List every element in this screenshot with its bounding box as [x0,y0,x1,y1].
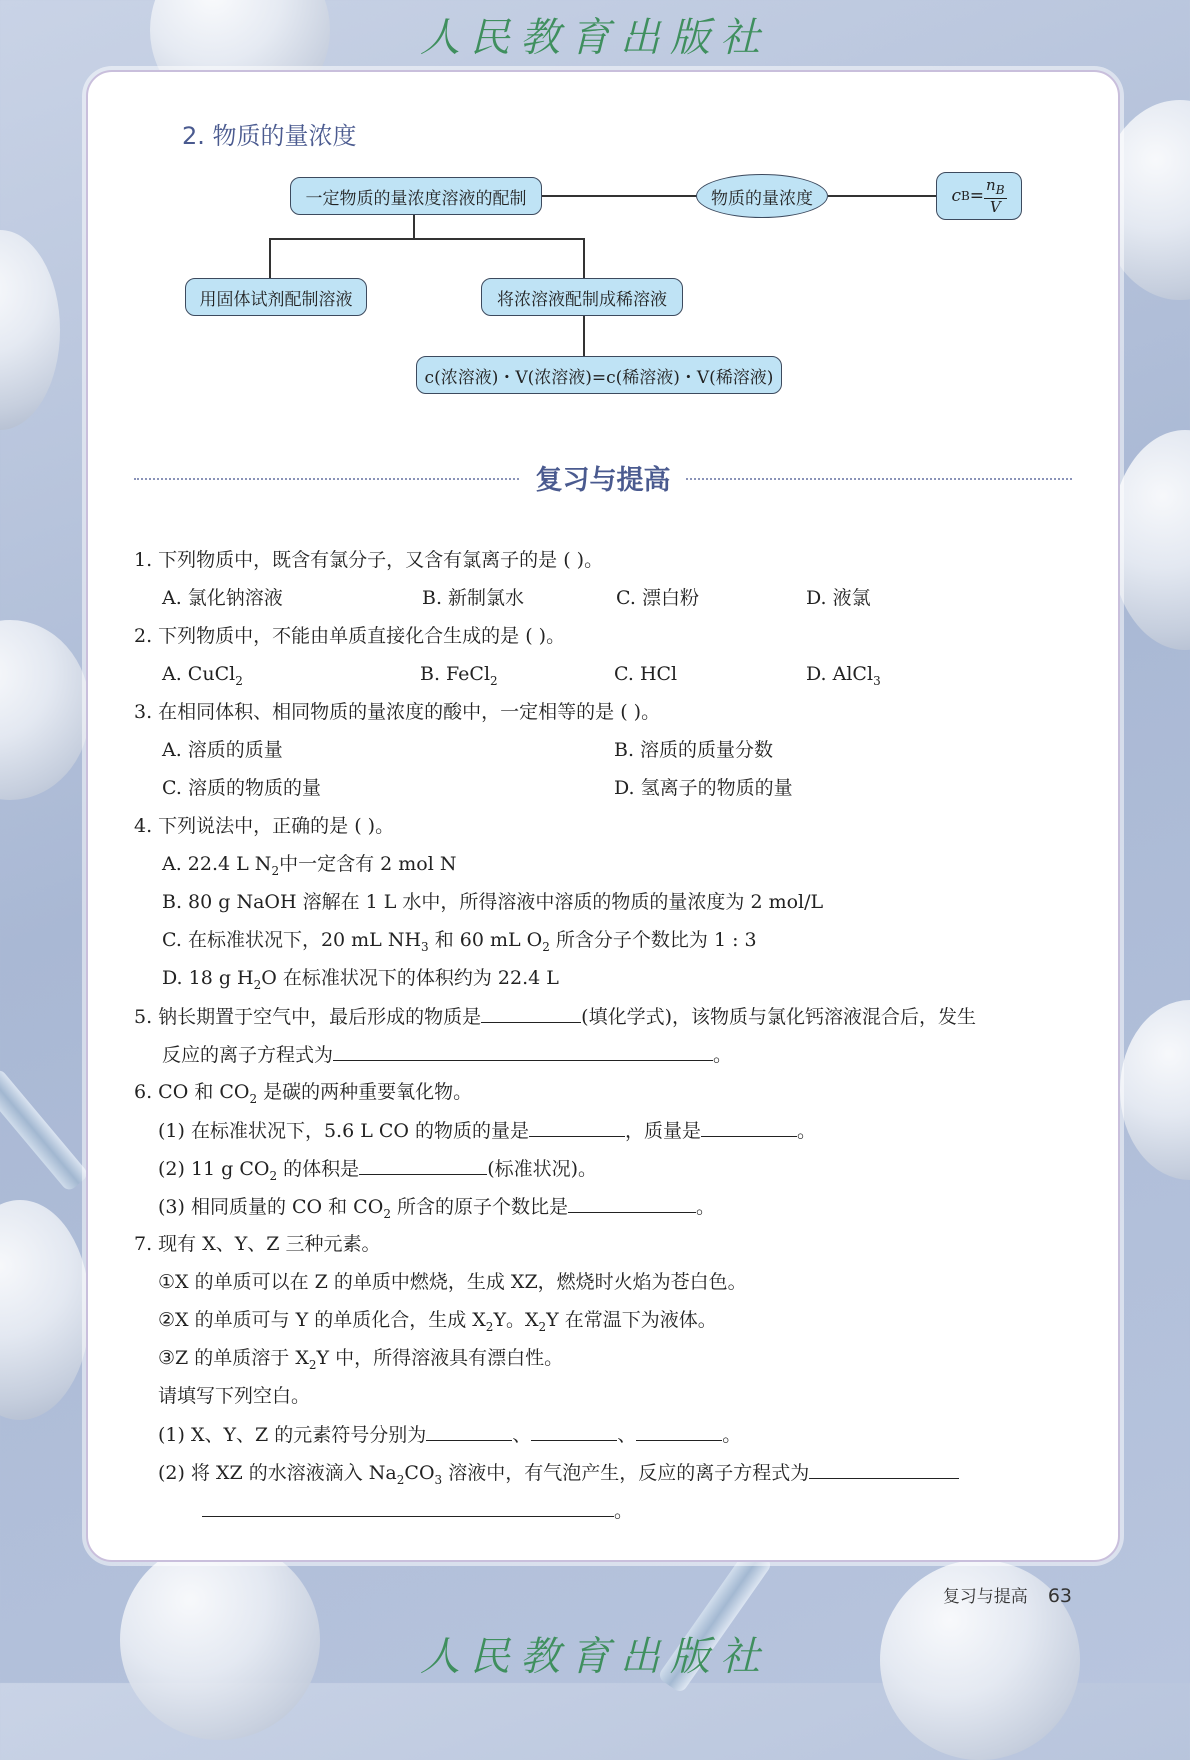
q2-option-a: A. CuCl$_2$ [162,663,243,688]
footer-label: 复习与提高 [942,1587,1028,1607]
map-connector [828,195,936,197]
answer-blank[interactable] [202,1498,614,1517]
publisher-logo-top: 人民教育出版社 [420,15,770,61]
answer-blank[interactable] [529,1118,625,1137]
q4-option-d: D. 18 g $H_2O$ 在标准状况下的体积约为 22.4 L [162,967,559,992]
q3-stem: 3. 在相同体积、相同物质的量浓度的酸中，一定相等的是 ( )。 [134,701,661,723]
node-dilution: 将浓溶液配制成稀溶液 [481,278,683,316]
review-title: 复习与提高 [535,465,671,496]
answer-blank[interactable] [568,1194,696,1213]
formula-fraction [984,177,1007,215]
dotted-rule-right [686,478,1072,480]
q4-option-b: B. 80 g NaOH 溶解在 1 L 水中，所得溶液中溶质的物质的量浓度为 2 mol/L [162,891,824,913]
node-preparation: 一定物质的量浓度溶液的配制 [290,177,542,215]
q6-sub3: (3) 相同质量的 CO 和 $CO_2$ 所含的原子个数比是 。 [158,1196,716,1221]
map-connector [269,238,584,240]
answer-blank[interactable] [333,1042,713,1061]
map-connector [542,195,697,197]
formula-equals: = [969,186,985,206]
publisher-logo-bottom: 人民教育出版社 [420,1634,770,1680]
answer-blank[interactable] [481,1004,581,1023]
q7-sub2: (2) 将 XZ 的水溶液滴入 $Na_2CO_3$ 溶液中，有气泡产生，反应的离子方程式为 [158,1460,959,1492]
q2-option-c: C. HCl [614,663,678,685]
q7-clue1: ①X 的单质可以在 Z 的单质中燃烧，生成 XZ，燃烧时火焰为苍白色。 [158,1271,747,1293]
q4-option-a: A. 22.4 L $N_2$中一定含有 2 mol N [162,853,457,878]
map-connector [269,238,271,278]
q6-stem: 6. CO 和 $CO_2$ 是碳的两种重要氧化物。 [134,1081,473,1106]
q1-option-b: B. 新制氯水 [422,587,525,609]
page-footer [943,1582,1072,1607]
q2-option-b: B. FeCl$_2$ [420,663,498,688]
q3-option-a: A. 溶质的质量 [162,739,283,761]
formula-sub: B [960,189,970,203]
answer-blank[interactable] [426,1422,512,1441]
q5-line2: 反应的离子方程式为 。 [162,1044,733,1066]
page-number: 63 [1047,1585,1072,1607]
decor-sphere [1120,1000,1190,1180]
q1-option-d: D. 液氯 [806,587,871,609]
q7-clue3: ③Z 的单质溶于 $X_2Y$ 中，所得溶液具有漂白性。 [158,1347,564,1372]
q2-option-d: D. AlCl$_3$ [806,663,881,688]
decor-sphere [0,230,60,430]
review-heading [134,458,1072,498]
q3-option-c: C. 溶质的物质的量 [162,777,321,799]
q3-option-b: B. 溶质的质量分数 [614,739,774,761]
q4-option-c: C. 在标准状况下，20 mL $NH_3$ 和 60 mL $O_2$ 所含分子个数比为 1 : 3 [162,929,757,954]
decor-sphere [1110,430,1190,650]
q7-instruction: 请填写下列空白。 [158,1385,311,1407]
map-connector [583,316,585,356]
q2-stem: 2. 下列物质中，不能由单质直接化合生成的是 ( )。 [134,625,566,647]
answer-blank[interactable] [636,1422,722,1441]
formula-v: V [989,198,1001,216]
map-connector [583,238,585,278]
q1-stem: 1. 下列物质中，既含有氯分子，又含有氯离子的是 ( )。 [134,549,604,571]
decor-sphere [0,1200,90,1420]
q1-option-a: A. 氯化钠溶液 [162,587,283,609]
node-dilution-equation: c(浓溶液)・V(浓溶液)=c(稀溶液)・V(稀溶液) [416,356,782,394]
q3-option-d: D. 氢离子的物质的量 [614,777,793,799]
q7-clue2: ②X 的单质可与 Y 的单质化合，生成 $X_2Y$。$X_2Y$ 在常温下为液体。 [158,1309,717,1334]
answer-blank[interactable] [359,1156,487,1175]
decor-rod [0,1067,90,1192]
formula-n: n [986,176,996,194]
answer-blank[interactable] [701,1118,797,1137]
q4-stem: 4. 下列说法中，正确的是 ( )。 [134,815,395,837]
node-solid-reagent: 用固体试剂配制溶液 [185,278,367,316]
map-connector [413,214,415,238]
q1-option-c: C. 漂白粉 [616,587,699,609]
node-molar-concentration: 物质的量浓度 [696,174,828,218]
node-formula [936,172,1022,220]
q7-stem: 7. 现有 X、Y、Z 三种元素。 [134,1233,381,1255]
formula-n-sub: B [995,183,1005,197]
answer-blank[interactable] [531,1422,617,1441]
q5-line1: 5. 钠长期置于空气中，最后形成的物质是 (填化学式)，该物质与氯化钙溶液混合后，发生 [134,1006,976,1028]
answer-blank[interactable] [809,1460,959,1479]
decor-sphere [0,620,90,800]
section-title: 2. 物质的量浓度 [182,122,357,150]
q7-sub1: (1) X、Y、Z 的元素符号分别为 、 、 。 [158,1424,742,1446]
q6-sub2: (2) 11 g $CO_2$ 的体积是 (标准状况)。 [158,1158,598,1183]
formula-c: c [951,186,961,206]
q7-sub2-cont: 。 [202,1498,633,1523]
q6-sub1: (1) 在标准状况下，5.6 L CO 的物质的量是 ，质量是 。 [158,1120,817,1142]
